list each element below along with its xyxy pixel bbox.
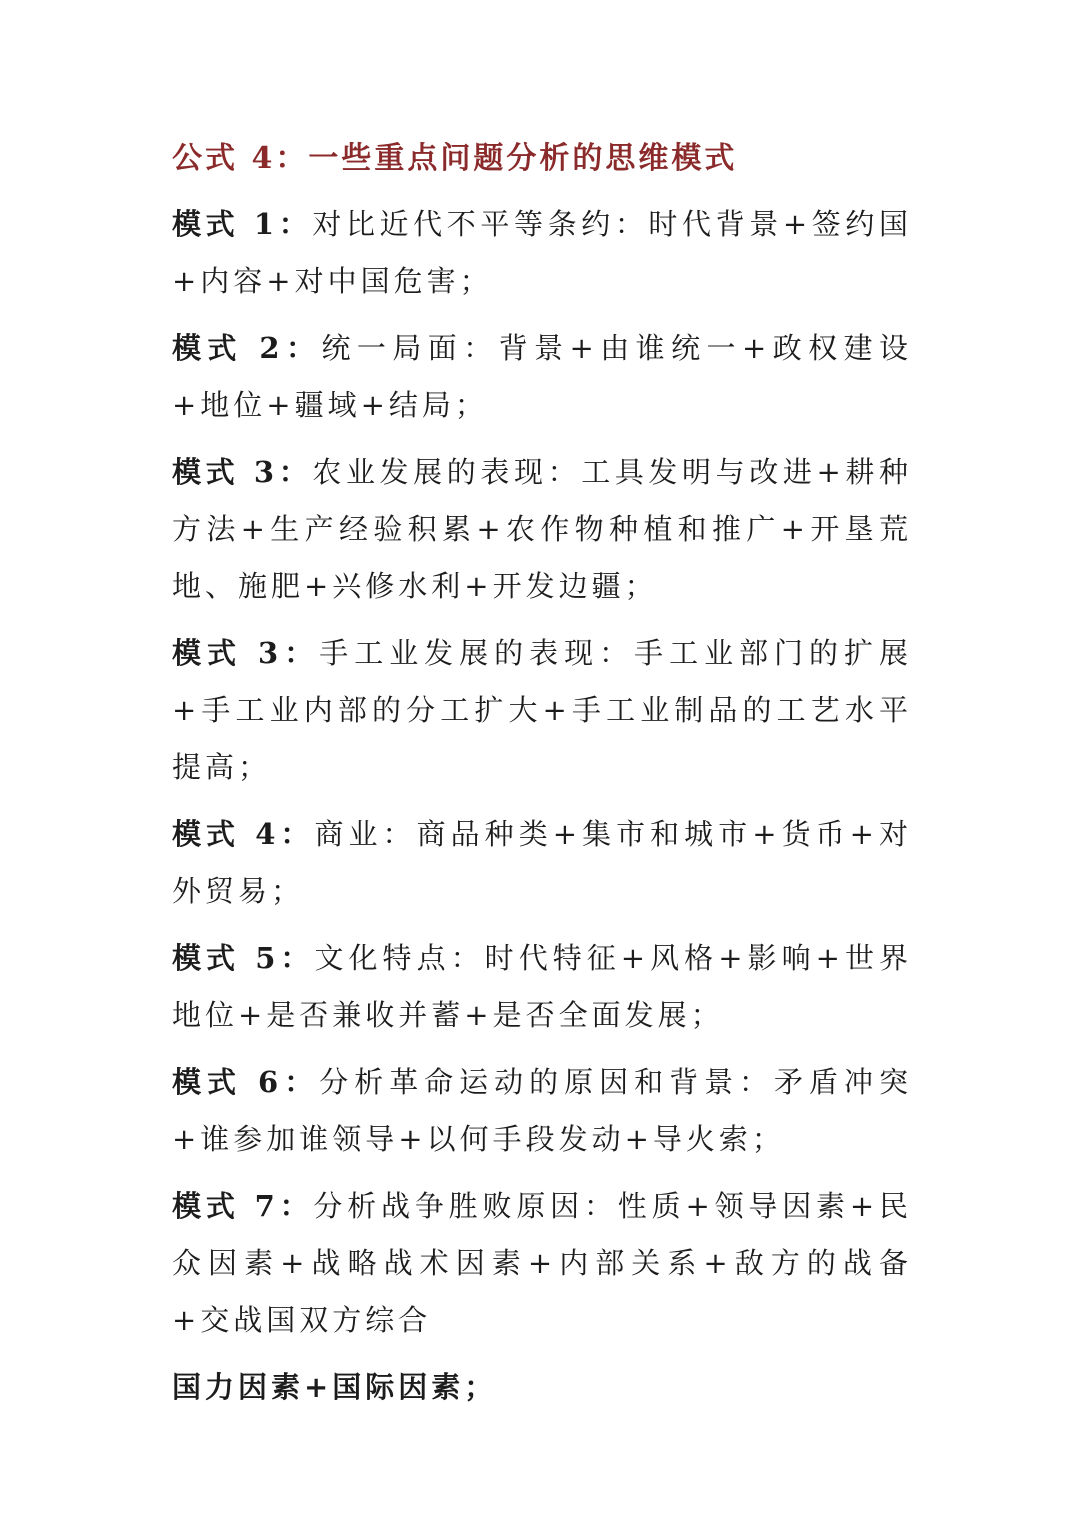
mode-label-1: 模式 1：	[172, 207, 313, 241]
mode-text-2: 统一局面：背景+由谁统一+政权建设+地位+疆域+结局；	[172, 331, 912, 422]
mode-label-7: 模式 7：	[172, 1189, 314, 1223]
document-body	[172, 132, 912, 1426]
mode-text-7: 分析战争胜败原因：性质+领导因素+民众因素+战略战术因素+内部关系+敌方的战备+交战国双方综合	[172, 1189, 912, 1337]
mode-text-3: 农业发展的表现：工具发明与改进+耕种方法+生产经验积累+农作物种植和推广+开垦荒地、施肥+兴修水利+开发边疆；	[172, 455, 912, 603]
mode-paragraph-3	[172, 444, 912, 615]
mode-text-6: 分析革命运动的原因和背景：矛盾冲突+谁参加谁领导+以何手段发动+导火索；	[172, 1065, 912, 1156]
mode-paragraph-4	[172, 806, 912, 920]
mode-text-5: 文化特点：时代特征+风格+影响+世界地位+是否兼收并蓄+是否全面发展；	[172, 941, 912, 1032]
mode-paragraph-2	[172, 320, 912, 434]
mode-paragraph-7	[172, 1178, 912, 1349]
mode-label-3: 模式 3：	[172, 455, 313, 489]
mode-paragraph-3b	[172, 625, 912, 796]
mode-label-5: 模式 5：	[172, 941, 315, 975]
mode-label-4: 模式 4：	[172, 817, 315, 851]
section-heading: 公式 4：一些重点问题分析的思维模式	[172, 141, 738, 176]
mode-paragraph-1	[172, 196, 912, 310]
mode-text-4: 商业：商品种类+集市和城市+货币+对外贸易；	[172, 817, 912, 908]
mode-label-3b: 模式 3：	[172, 636, 320, 670]
mode-text-1: 对比近代不平等条约：时代背景+签约国+内容+对中国危害；	[172, 207, 912, 298]
mode-paragraph-5	[172, 930, 912, 1044]
mode-label-2: 模式 2：	[172, 331, 322, 365]
mode-paragraph-6	[172, 1054, 912, 1168]
final-line: 国力因素+国际因素；	[172, 1370, 498, 1404]
mode-label-6: 模式 6：	[172, 1065, 320, 1099]
mode-text-3b: 手工业发展的表现：手工业部门的扩展+手工业内部的分工扩大+手工业制品的工艺水平提高；	[172, 636, 912, 784]
